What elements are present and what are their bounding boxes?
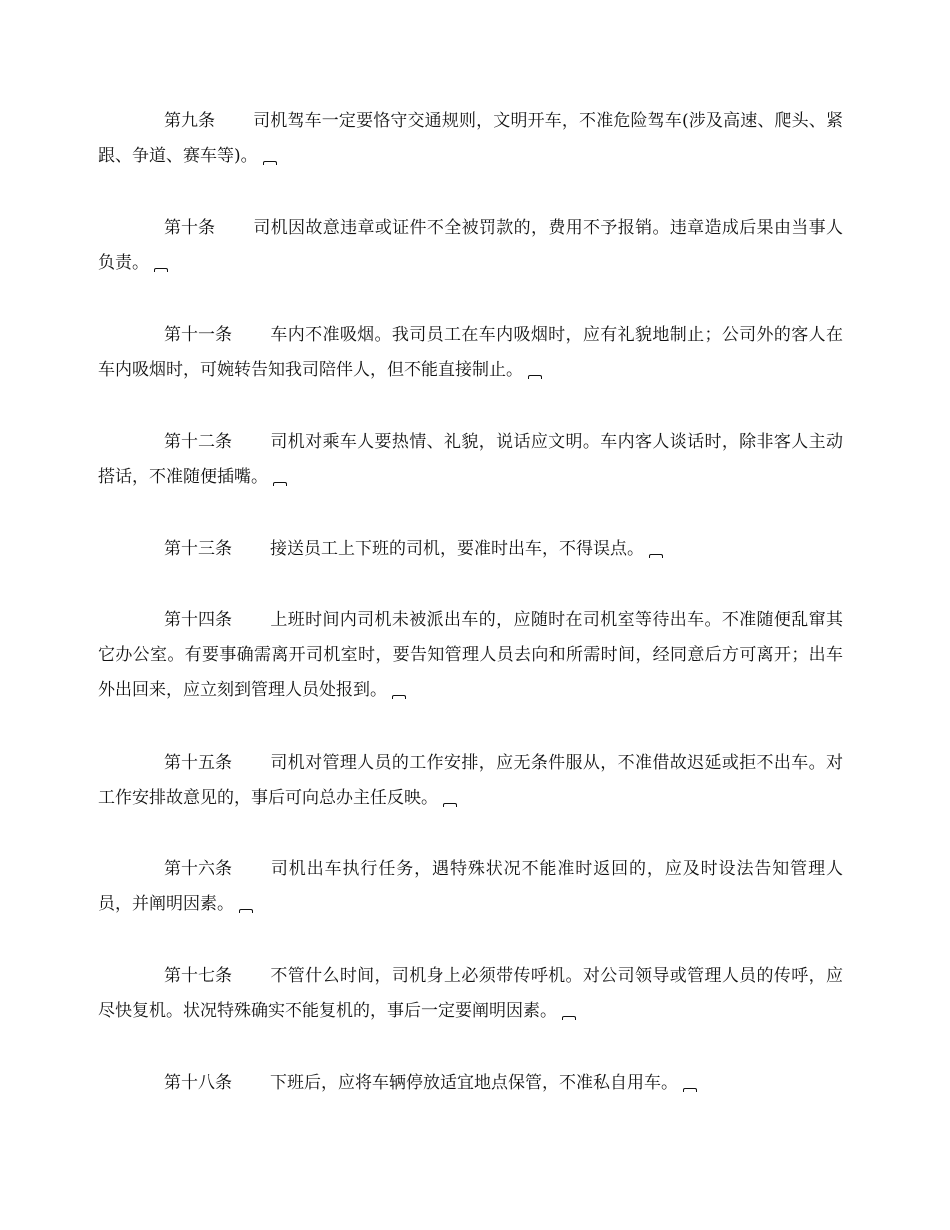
article-number: 第十一条 (164, 325, 232, 345)
paragraph-mark-icon (683, 1088, 697, 1092)
paragraph-mark-icon (562, 1016, 576, 1020)
article-text: 车内不准吸烟。我司员工在车内吸烟时，应有礼貌地制止；公司外的客人在车内吸烟时，可婉转告知我司陪伴人，但不能直接制止。 (98, 325, 843, 380)
paragraph-mark-icon (154, 268, 168, 272)
article-9 (98, 104, 843, 174)
article-number: 第十二条 (164, 432, 232, 452)
article-text: 司机因故意违章或证件不全被罚款的，费用不予报销。违章造成后果由当事人负责。 (98, 218, 843, 273)
article-14 (98, 603, 843, 708)
article-17 (98, 959, 843, 1029)
article-text: 司机驾车一定要恪守交通规则，文明开车，不准危险驾车(涉及高速、爬头、紧跟、争道、赛车等)。 (98, 111, 843, 166)
article-number: 第十三条 (164, 539, 232, 559)
article-text: 下班后，应将车辆停放适宜地点保管，不准私自用车。 (270, 1073, 678, 1093)
article-10 (98, 211, 843, 281)
paragraph-mark-icon (273, 482, 287, 486)
article-number: 第十六条 (164, 859, 232, 879)
article-number: 第十八条 (164, 1073, 232, 1093)
article-13 (98, 532, 843, 567)
article-text: 司机对乘车人要热情、礼貌，说话应文明。车内客人谈话时，除非客人主动搭话，不准随便插嘴。 (98, 432, 843, 487)
article-11 (98, 318, 843, 388)
article-12 (98, 425, 843, 495)
article-18 (98, 1066, 843, 1101)
article-number: 第十七条 (164, 966, 232, 986)
article-number: 第十四条 (164, 610, 232, 630)
article-text: 司机对管理人员的工作安排，应无条件服从，不准借故迟延或拒不出车。对工作安排故意见的，事后可向总办主任反映。 (98, 753, 843, 808)
paragraph-mark-icon (528, 375, 542, 379)
article-15 (98, 746, 843, 816)
paragraph-mark-icon (392, 695, 406, 699)
paragraph-mark-icon (263, 161, 277, 165)
article-text: 上班时间内司机未被派出车的，应随时在司机室等待出车。不准随便乱窜其它办公室。有要事确需离开司机室时，要告知管理人员去向和所需时间，经同意后方可离开；出车外出回来，应立刻到管理人员处报到。 (98, 610, 843, 700)
paragraph-mark-icon (443, 803, 457, 807)
article-text: 不管什么时间，司机身上必须带传呼机。对公司领导或管理人员的传呼，应尽快复机。状况特殊确实不能复机的，事后一定要阐明因素。 (98, 966, 843, 1021)
article-text: 接送员工上下班的司机，要准时出车，不得误点。 (270, 539, 644, 559)
article-text: 司机出车执行任务，遇特殊状况不能准时返回的，应及时设法告知管理人员，并阐明因素。 (98, 859, 843, 914)
article-number: 第九条 (164, 111, 215, 131)
paragraph-mark-icon (649, 554, 663, 558)
article-16 (98, 852, 843, 922)
article-number: 第十条 (164, 218, 215, 238)
paragraph-mark-icon (239, 909, 253, 913)
article-number: 第十五条 (164, 753, 232, 773)
